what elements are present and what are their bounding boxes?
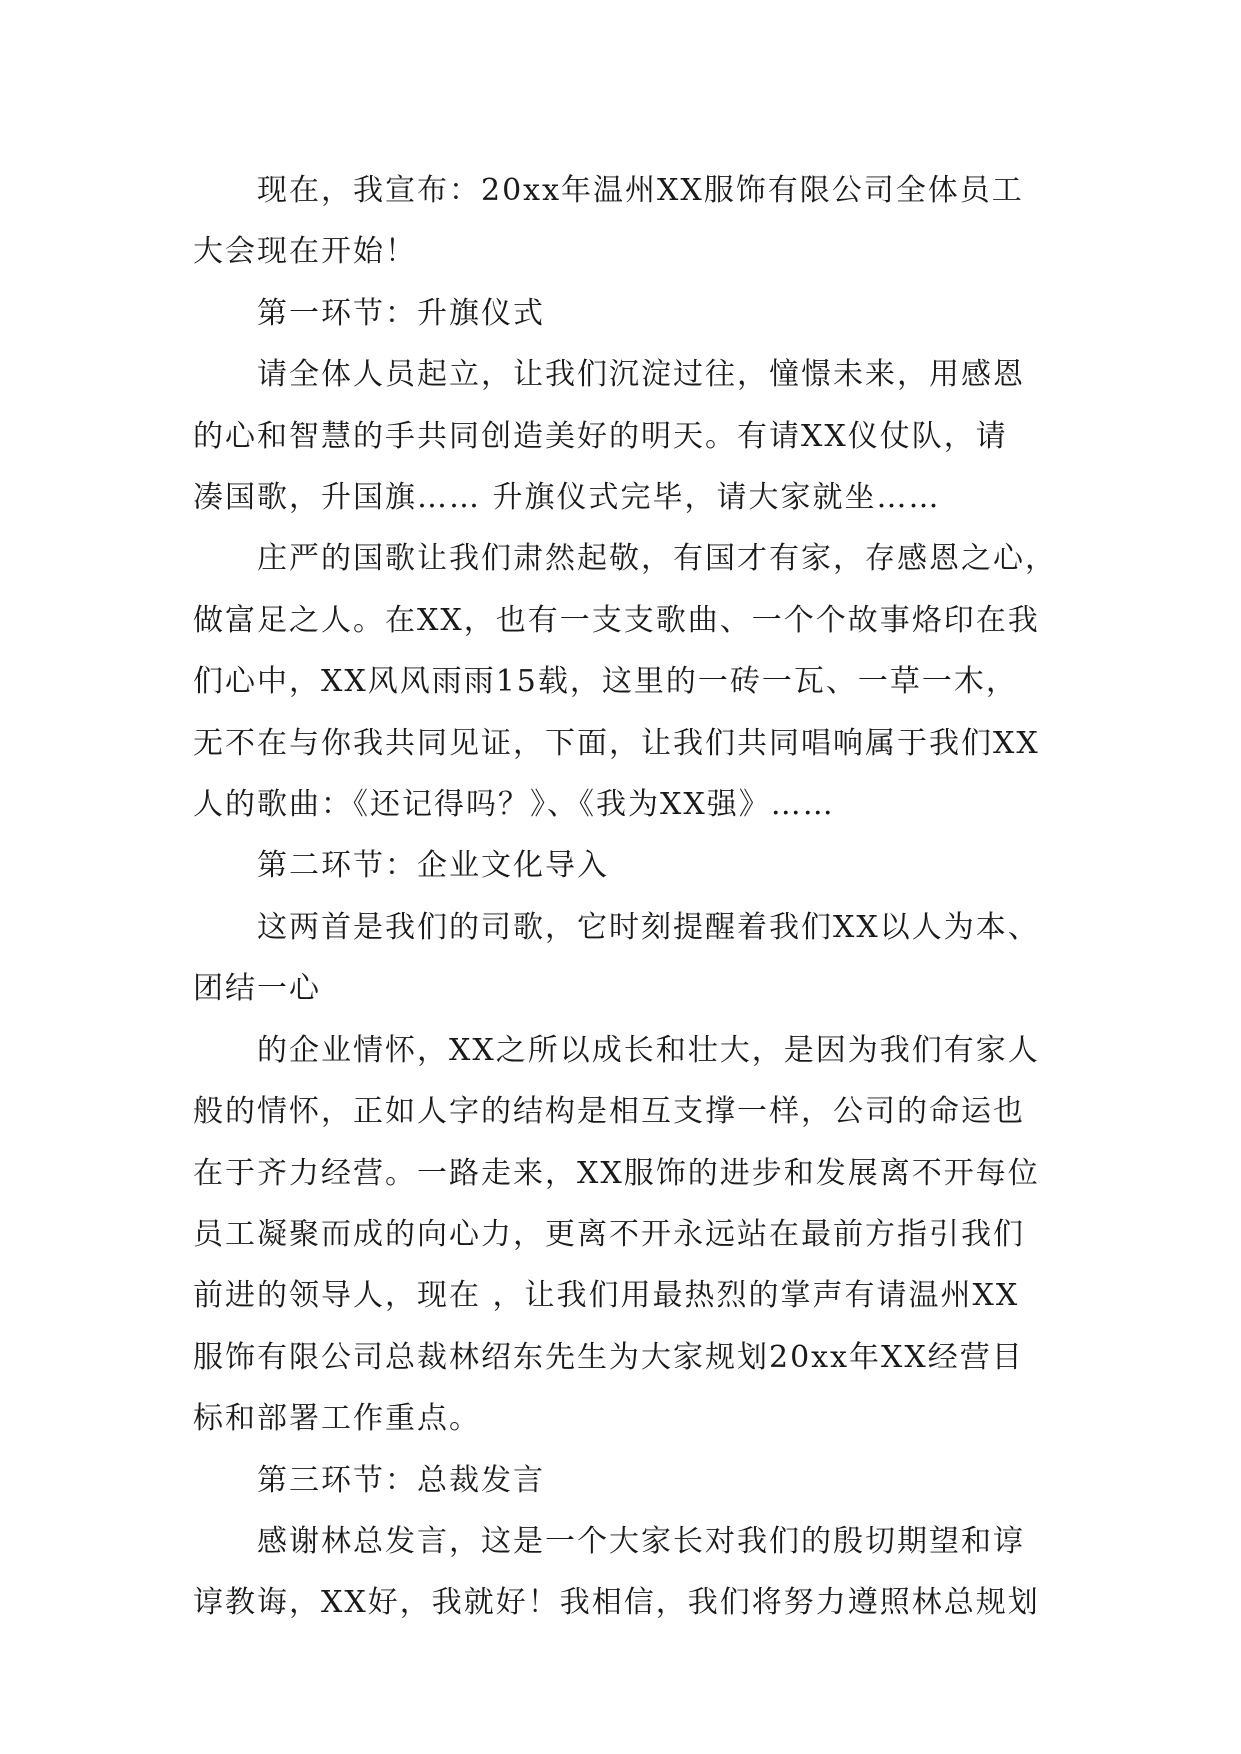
text-line: 感谢林总发言，这是一个大家长对我们的殷切期望和谆 <box>257 1523 1025 1559</box>
text-line: 的心和智慧的手共同创造美好的明天。有请XX仪仗队，请 <box>193 418 1008 454</box>
text-line: 大会现在开始！ <box>193 234 417 270</box>
text-line: 人的歌曲：《还记得吗？》、《我为XX强》…… <box>193 787 835 823</box>
section-heading: 第三环节：总裁发言 <box>257 1462 545 1498</box>
text-line: 无不在与你我共同见证，下面，让我们共同唱响属于我们XX <box>193 725 1040 761</box>
text-line: 请全体人员起立，让我们沉淀过往，憧憬未来，用感恩 <box>257 357 1025 393</box>
text-line: 员工凝聚而成的向心力，更离不开永远站在最前方指引我们 <box>193 1216 1025 1252</box>
text-line: 凑国歌，升国旗…… 升旗仪式完毕，请大家就坐…… <box>193 480 941 516</box>
text-line: 团结一心 <box>193 971 321 1007</box>
text-line: 在于齐力经营。一路走来，XX服饰的进步和发展离不开每位 <box>193 1155 1040 1191</box>
document-body <box>193 160 1073 1634</box>
text-line: 标和部署工作重点。 <box>193 1401 481 1437</box>
text-line: 的企业情怀，XX之所以成长和壮大，是因为我们有家人 <box>257 1032 1040 1068</box>
text-line: 们心中，XX风风雨雨15载，这里的一砖一瓦、一草一木， <box>193 664 1018 700</box>
text-line: 服饰有限公司总裁林绍东先生为大家规划20xx年XX经营目 <box>193 1339 1024 1375</box>
text-line: 般的情怀，正如人字的结构是相互支撑一样，公司的命运也 <box>193 1094 1025 1130</box>
text-line: 前进的领导人，现在 ，让我们用最热烈的掌声有请温州XX <box>193 1278 1020 1314</box>
text-line: 谆教诲，XX好，我就好！我相信，我们将努力遵照林总规划 <box>193 1585 1040 1621</box>
text-line: 做富足之人。在XX，也有一支支歌曲、一个个故事烙印在我 <box>193 602 1040 638</box>
text-line: 这两首是我们的司歌，它时刻提醒着我们XX以人为本、 <box>257 909 1040 945</box>
section-heading: 第二环节：企业文化导入 <box>257 848 609 884</box>
section-heading: 第一环节：升旗仪式 <box>257 295 545 331</box>
text-line: 现在，我宣布：20xx年温州XX服饰有限公司全体员工 <box>257 173 1024 208</box>
text-line: 庄严的国歌让我们肃然起敬，有国才有家，存感恩之心， <box>257 541 1057 577</box>
